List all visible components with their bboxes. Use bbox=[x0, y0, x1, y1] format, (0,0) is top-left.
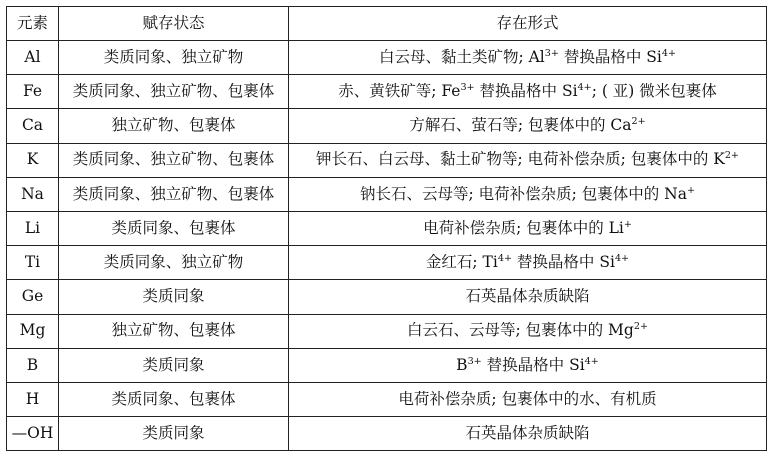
ion-charge-superscript: 4+ bbox=[497, 253, 512, 265]
ion-charge-superscript: 4+ bbox=[614, 253, 630, 265]
element-cell: Li bbox=[7, 211, 59, 245]
table-row bbox=[7, 382, 767, 416]
table-body bbox=[7, 41, 767, 451]
table-row bbox=[7, 417, 767, 451]
ion-charge-superscript: + bbox=[623, 219, 632, 231]
header-row bbox=[7, 7, 767, 41]
table-row bbox=[7, 109, 767, 143]
element-cell: —OH bbox=[7, 417, 59, 451]
occurrence-state-cell: 类质同象 bbox=[59, 417, 289, 451]
existence-form-cell bbox=[289, 109, 767, 143]
element-cell: Na bbox=[7, 177, 59, 211]
occurrence-state-cell: 类质同象、独立矿物、包裹体 bbox=[59, 177, 289, 211]
existence-form-cell bbox=[289, 41, 767, 75]
form-text: 电荷补偿杂质; 包裹体中的 Li bbox=[423, 218, 624, 237]
element-cell: H bbox=[7, 382, 59, 416]
existence-form-cell bbox=[289, 177, 767, 211]
form-text: 替换晶格中 Si bbox=[474, 82, 578, 101]
existence-form-cell bbox=[289, 382, 767, 416]
occurrence-state-cell: 类质同象 bbox=[59, 280, 289, 314]
occurrence-state-cell: 独立矿物、包裹体 bbox=[59, 314, 289, 348]
element-cell: Ca bbox=[7, 109, 59, 143]
form-text: 替换晶格中 Si bbox=[512, 252, 615, 271]
table-row bbox=[7, 246, 767, 280]
form-text: 电荷补偿杂质; 包裹体中的水、有机质 bbox=[398, 389, 657, 408]
element-occurrence-table bbox=[6, 6, 767, 451]
ion-charge-superscript: 4+ bbox=[584, 355, 599, 367]
form-text: 石英晶体杂质缺陷 bbox=[465, 423, 590, 442]
element-cell: Ge bbox=[7, 280, 59, 314]
ion-charge-superscript: 3+ bbox=[460, 82, 475, 94]
ion-charge-superscript: 4+ bbox=[577, 82, 592, 94]
form-text: 钾长石、白云母、黏土矿物等; 电荷补偿杂质; 包裹体中的 K bbox=[316, 150, 725, 169]
table-row bbox=[7, 211, 767, 245]
table-row bbox=[7, 314, 767, 348]
element-cell: Al bbox=[7, 41, 59, 75]
form-text: B bbox=[456, 355, 468, 374]
occurrence-state-cell: 类质同象、独立矿物、包裹体 bbox=[59, 75, 289, 109]
element-cell: B bbox=[7, 348, 59, 382]
existence-form-cell bbox=[289, 211, 767, 245]
form-text: 替换晶格中 Si bbox=[481, 355, 585, 374]
occurrence-state-cell: 类质同象、包裹体 bbox=[59, 382, 289, 416]
ion-charge-superscript: + bbox=[686, 184, 696, 196]
occurrence-state-cell: 类质同象 bbox=[59, 348, 289, 382]
ion-charge-superscript: 4+ bbox=[661, 48, 677, 60]
table-row bbox=[7, 75, 767, 109]
ion-charge-superscript: 2+ bbox=[631, 116, 646, 128]
existence-form-cell bbox=[289, 75, 767, 109]
occurrence-state-cell: 类质同象、独立矿物 bbox=[59, 246, 289, 280]
form-text: ; ( 亚) 微米包裹体 bbox=[591, 82, 717, 101]
element-cell: Fe bbox=[7, 75, 59, 109]
header-element: 元素 bbox=[7, 7, 59, 41]
existence-form-cell bbox=[289, 246, 767, 280]
form-text: 方解石、萤石等; 包裹体中的 Ca bbox=[409, 116, 632, 135]
table-row bbox=[7, 177, 767, 211]
existence-form-cell bbox=[289, 143, 767, 177]
occurrence-state-cell: 独立矿物、包裹体 bbox=[59, 109, 289, 143]
occurrence-state-cell: 类质同象、包裹体 bbox=[59, 211, 289, 245]
form-text: 石英晶体杂质缺陷 bbox=[465, 287, 590, 306]
existence-form-cell bbox=[289, 280, 767, 314]
form-text: 白云母、黏土类矿物; Al bbox=[378, 47, 545, 66]
occurrence-state-cell: 类质同象、独立矿物 bbox=[59, 41, 289, 75]
header-occurrence-state: 赋存状态 bbox=[59, 7, 289, 41]
form-text: 白云石、云母等; 包裹体中的 Mg bbox=[406, 321, 634, 340]
occurrence-state-cell: 类质同象、独立矿物、包裹体 bbox=[59, 143, 289, 177]
table-row bbox=[7, 41, 767, 75]
form-text: 替换晶格中 Si bbox=[558, 47, 662, 66]
header-existence-form: 存在形式 bbox=[289, 7, 767, 41]
element-cell: Mg bbox=[7, 314, 59, 348]
table-row bbox=[7, 280, 767, 314]
ion-charge-superscript: 3+ bbox=[544, 48, 559, 60]
ion-charge-superscript: 3+ bbox=[467, 355, 482, 367]
element-cell: K bbox=[7, 143, 59, 177]
element-cell: Ti bbox=[7, 246, 59, 280]
ion-charge-superscript: 2+ bbox=[724, 150, 739, 162]
form-text: 钠长石、云母等; 电荷补偿杂质; 包裹体中的 Na bbox=[359, 184, 687, 203]
existence-form-cell bbox=[289, 417, 767, 451]
table-row bbox=[7, 348, 767, 382]
table-row bbox=[7, 143, 767, 177]
ion-charge-superscript: 2+ bbox=[633, 321, 649, 333]
existence-form-cell bbox=[289, 314, 767, 348]
existence-form-cell bbox=[289, 348, 767, 382]
form-text: 赤、黄铁矿等; Fe bbox=[338, 82, 461, 101]
form-text: 金红石; Ti bbox=[425, 252, 498, 271]
